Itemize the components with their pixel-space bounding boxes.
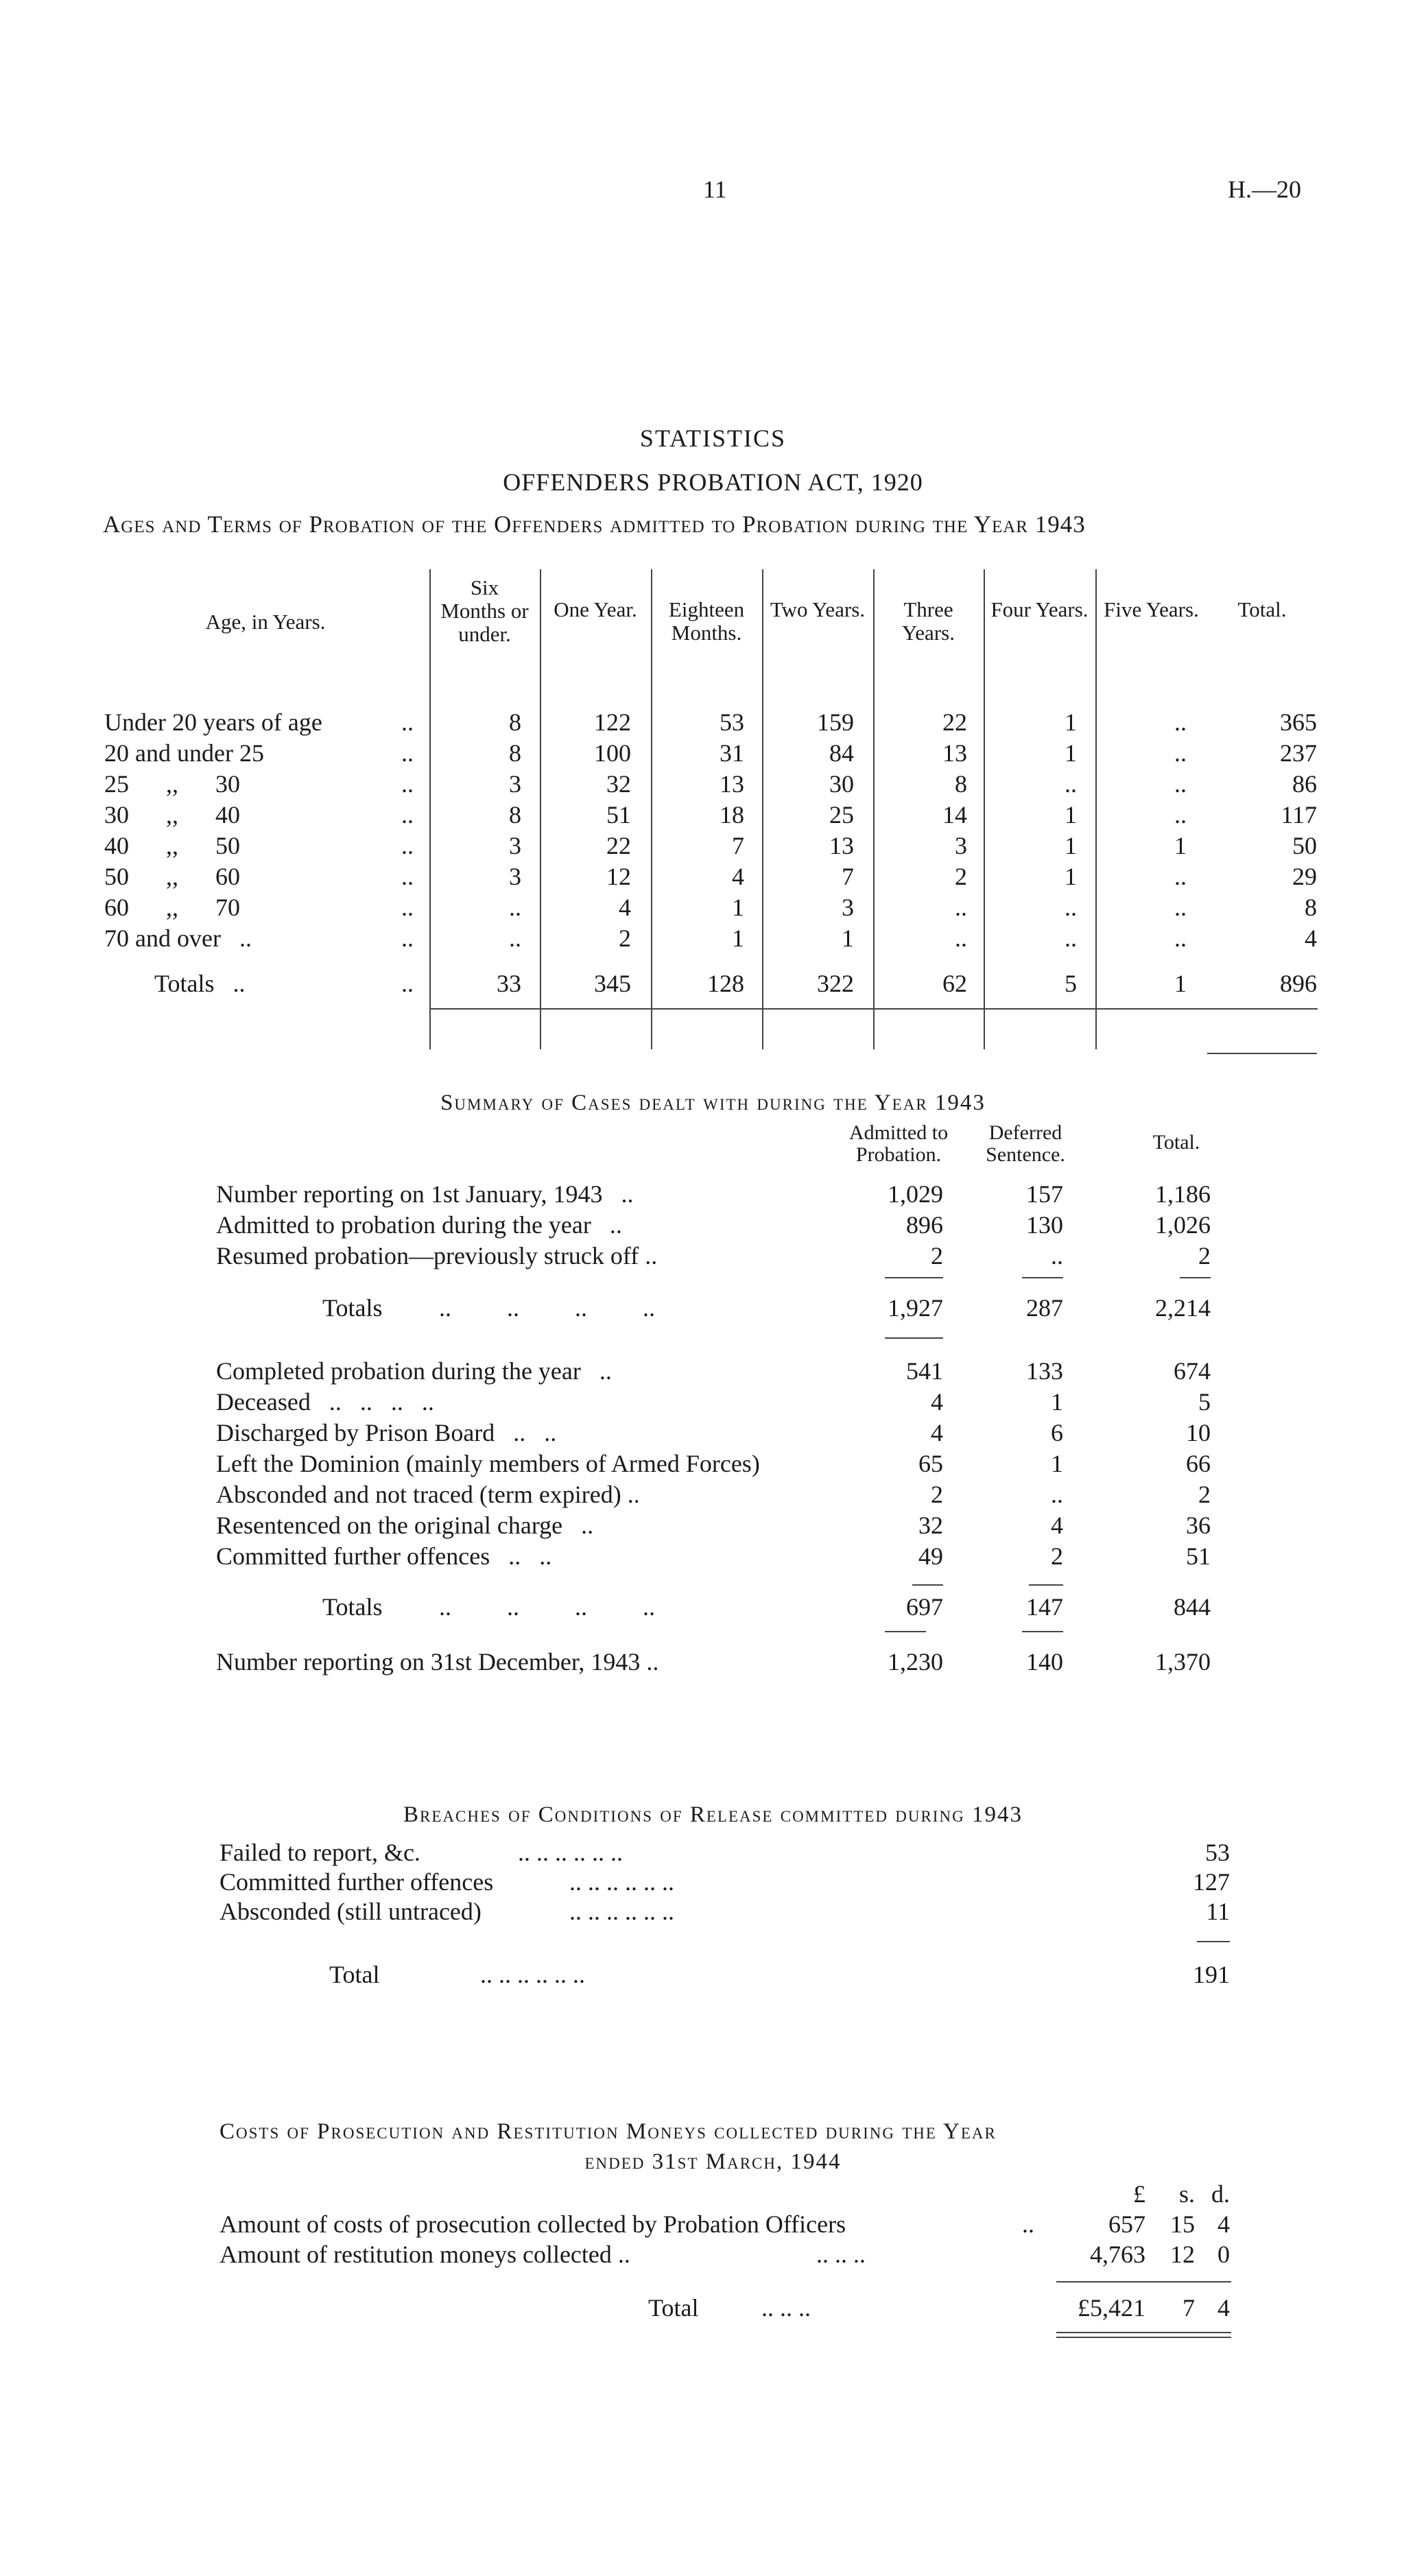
cell-value: 2 — [1198, 1242, 1211, 1269]
costs-title: Costs of Prosecution and Restitution Moneys collected during the Year — [219, 2119, 997, 2144]
currency-header: s. — [1178, 2180, 1195, 2208]
cell-value: 1 — [842, 925, 854, 952]
cell-value: .. — [1065, 925, 1077, 952]
column-header: Admitted to Probation. — [848, 1121, 949, 1166]
cell-value: 127 — [1193, 1868, 1230, 1896]
cell-value: .. — [1174, 770, 1187, 798]
row-label: 70 and over .. — [104, 925, 252, 952]
cell-value: 8 — [509, 801, 521, 828]
cell-value: 51 — [1186, 1542, 1211, 1570]
dot-leader: .. — [401, 801, 414, 828]
rule — [912, 1584, 943, 1586]
row-label: Under 20 years of age — [104, 708, 322, 736]
cell-value: 1 — [1065, 832, 1077, 859]
row-label: 40 ,, 50 — [104, 832, 240, 859]
main-title: STATISTICS — [639, 425, 787, 452]
rule — [1056, 2281, 1231, 2282]
row-label: Absconded (still untraced) — [219, 1898, 482, 1925]
dot-leader: .. — [401, 970, 414, 997]
total-value: 896 — [1280, 970, 1317, 997]
cell-value: 32 — [606, 770, 631, 798]
cell-value: 1,026 — [1155, 1211, 1211, 1239]
page-reference: H.—20 — [1228, 176, 1301, 203]
cell-value: 157 — [1026, 1180, 1063, 1208]
dot-leader: .. — [401, 708, 414, 736]
dot-leader: .. — [1022, 2210, 1034, 2238]
cell-value: 1 — [1065, 708, 1077, 736]
row-label: Amount of costs of prosecution collected by Probation Officers — [219, 2210, 846, 2238]
cell-value: 1 — [1051, 1388, 1063, 1416]
cell-value: 6 — [1051, 1419, 1063, 1446]
cell-value: 3 — [509, 832, 521, 859]
cell-value: 100 — [594, 739, 631, 767]
cell-value: 122 — [594, 708, 631, 736]
dot-leader: .. .. .. .. .. .. — [569, 1898, 674, 1925]
column-header: Two Years. — [770, 597, 866, 621]
cell-value: 66 — [1186, 1450, 1211, 1477]
cell-value: 22 — [606, 832, 631, 859]
ages-table-title: Ages and Terms of Probation of the Offenders admitted to Probation during the Year 1943 — [103, 511, 1086, 538]
column-header: Eighteen Months. — [668, 597, 745, 645]
dot-leader: .. .. .. .. .. .. — [480, 1961, 585, 1988]
column-header: Total. — [1237, 597, 1287, 621]
cell-value: 22 — [942, 708, 967, 736]
row-label: 30 ,, 40 — [104, 801, 240, 828]
cell-value: 2 — [1051, 1542, 1063, 1570]
cell-value: 2 — [955, 863, 967, 890]
cell-value: 10 — [1186, 1419, 1211, 1446]
cell-value: 896 — [906, 1211, 943, 1239]
cell-value: 3 — [842, 894, 854, 921]
dot-leader: .. — [401, 739, 414, 767]
cell-value: 50 — [1292, 832, 1317, 859]
cell-value: 0 — [1217, 2241, 1230, 2268]
cell-value: 11 — [1206, 1898, 1230, 1925]
row-label: Left the Dominion (mainly members of Armed Forces) — [216, 1450, 760, 1477]
cell-value: 1 — [1065, 739, 1077, 767]
column-header: Total. — [1152, 1131, 1200, 1154]
dot-leader: .. .. .. .. .. .. — [518, 1839, 623, 1866]
cell-value: .. — [1065, 894, 1077, 921]
cell-value: 13 — [829, 832, 854, 859]
total-value: 2,214 — [1155, 1294, 1211, 1322]
cell-value: 29 — [1292, 863, 1317, 890]
cell-value: 53 — [720, 708, 744, 736]
cell-value: .. — [1174, 925, 1187, 952]
double-rule — [1056, 2337, 1231, 2338]
cell-value: 8 — [509, 739, 521, 767]
row-label: Number reporting on 31st December, 1943 .. — [216, 1648, 659, 1675]
row-label: 20 and under 25 — [104, 739, 264, 767]
dot-leader: .. — [401, 863, 414, 890]
row-label: 60 ,, 70 — [104, 894, 240, 921]
cell-value: .. — [1174, 863, 1187, 890]
cell-value: 1,230 — [888, 1648, 943, 1675]
total-value: 33 — [497, 970, 521, 997]
cell-value: 2 — [619, 925, 631, 952]
summary-title: Summary of Cases dealt with during the Year 1943 — [440, 1090, 986, 1115]
dot-leader: .. — [401, 894, 414, 921]
total-value: 5 — [1065, 970, 1077, 997]
costs-title-line2: ended 31st March, 1944 — [584, 2149, 842, 2174]
total-value: £5,421 — [1078, 2294, 1145, 2322]
cell-value: 53 — [1205, 1839, 1230, 1866]
cell-value: .. — [955, 925, 967, 952]
totals-rule — [429, 1008, 1318, 1010]
currency-header: d. — [1211, 2180, 1230, 2208]
row-label: Completed probation during the year .. — [216, 1357, 612, 1385]
cell-value: 8 — [955, 770, 967, 798]
column-header: Three Years. — [902, 597, 955, 645]
cell-value: 1,370 — [1155, 1648, 1211, 1675]
cell-value: .. — [509, 894, 521, 921]
cell-value: 49 — [918, 1542, 943, 1570]
column-header: Deferred Sentence. — [986, 1121, 1065, 1166]
row-label: Absconded and not traced (term expired) .. — [216, 1481, 640, 1508]
column-header: Five Years. — [1104, 597, 1199, 621]
cell-value: 1 — [732, 894, 744, 921]
rule — [885, 1277, 943, 1278]
cell-value: 4 — [1217, 2210, 1230, 2238]
cell-value: 657 — [1108, 2210, 1145, 2238]
column-divider — [540, 569, 541, 1049]
cell-value: 1,186 — [1155, 1180, 1211, 1208]
cell-value: 4 — [732, 863, 744, 890]
cell-value: 15 — [1170, 2210, 1195, 2238]
dot-leader: .. — [401, 770, 414, 798]
total-value: 191 — [1193, 1961, 1230, 1988]
cell-value: 5 — [1198, 1388, 1211, 1416]
cell-value: 8 — [1305, 894, 1317, 921]
cell-value: 3 — [509, 770, 521, 798]
cell-value: .. — [1174, 739, 1187, 767]
cell-value: .. — [955, 894, 967, 921]
cell-value: 4 — [1051, 1512, 1063, 1539]
cell-value: 32 — [918, 1512, 943, 1539]
rule — [1197, 1941, 1230, 1942]
cell-value: .. — [1065, 770, 1077, 798]
cell-value: 1 — [732, 925, 744, 952]
totals-label: Totals — [322, 1593, 383, 1621]
cell-value: 65 — [918, 1450, 943, 1477]
cell-value: 86 — [1292, 770, 1317, 798]
row-label: Discharged by Prison Board .. .. — [216, 1419, 557, 1446]
row-label: Deceased .. .. .. .. — [216, 1388, 434, 1416]
cell-value: 159 — [817, 708, 854, 736]
cell-value: .. — [509, 925, 521, 952]
total-value: 62 — [942, 970, 967, 997]
rule — [1022, 1277, 1063, 1278]
cell-value: 4 — [619, 894, 631, 921]
total-value: 697 — [906, 1593, 943, 1621]
cell-value: 31 — [720, 739, 744, 767]
rule — [885, 1631, 926, 1632]
cell-value: 1 — [1174, 832, 1187, 859]
row-label: Failed to report, &c. — [219, 1839, 420, 1866]
cell-value: 8 — [509, 708, 521, 736]
total-value: 4 — [1217, 2294, 1230, 2322]
cell-value: 674 — [1174, 1357, 1211, 1385]
cell-value: 117 — [1281, 801, 1317, 828]
cell-value: 30 — [829, 770, 854, 798]
cell-value: 4 — [931, 1419, 943, 1446]
cell-value: 1 — [1051, 1450, 1063, 1477]
cell-value: 2 — [931, 1242, 943, 1269]
totals-label: Totals — [322, 1294, 383, 1322]
cell-value: 1 — [1065, 801, 1077, 828]
cell-value: 4 — [1305, 925, 1317, 952]
column-divider — [984, 569, 985, 1049]
total-value: 322 — [817, 970, 854, 997]
cell-value: 13 — [942, 739, 967, 767]
cell-value: .. — [1051, 1481, 1063, 1508]
cell-value: 133 — [1026, 1357, 1063, 1385]
row-label: 50 ,, 60 — [104, 863, 240, 890]
row-label: 25 ,, 30 — [104, 770, 240, 798]
bottom-rule — [1207, 1053, 1317, 1054]
act-title: OFFENDERS PROBATION ACT, 1920 — [503, 468, 923, 496]
dot-leader: .. .. .. — [816, 2241, 866, 2268]
row-label: Admitted to probation during the year .. — [216, 1211, 622, 1239]
dot-leader: .. — [401, 832, 414, 859]
dot-leader: .. .. .. — [761, 2294, 811, 2322]
cell-value: 1 — [1065, 863, 1077, 890]
cell-value: 237 — [1280, 739, 1317, 767]
cell-value: 2 — [1198, 1481, 1211, 1508]
cell-value: 7 — [842, 863, 854, 890]
cell-value: 4,763 — [1090, 2241, 1145, 2268]
total-value: 1 — [1174, 970, 1187, 997]
cell-value: 3 — [955, 832, 967, 859]
rule — [1022, 1631, 1063, 1632]
cell-value: 7 — [732, 832, 744, 859]
cell-value: .. — [1051, 1242, 1063, 1269]
cell-value: 1,029 — [888, 1180, 943, 1208]
column-header: One Year. — [554, 597, 637, 621]
cell-value: 140 — [1026, 1648, 1063, 1675]
total-value: 287 — [1026, 1294, 1063, 1322]
cell-value: 3 — [509, 863, 521, 890]
cell-value: 365 — [1280, 708, 1317, 736]
rule — [1180, 1277, 1211, 1278]
row-label: Resumed probation—previously struck off .. — [216, 1242, 658, 1269]
row-label: Committed further offences .. .. — [216, 1542, 552, 1570]
cell-value: .. — [1174, 801, 1187, 828]
currency-header: £ — [1133, 2180, 1145, 2208]
total-value: 1,927 — [888, 1294, 943, 1322]
cell-value: 36 — [1186, 1512, 1211, 1539]
cell-value: 13 — [720, 770, 744, 798]
cell-value: 12 — [1170, 2241, 1195, 2268]
column-header: Four Years. — [990, 597, 1089, 621]
total-value: 844 — [1174, 1593, 1211, 1621]
dot-leader: .. .. .. .. — [439, 1294, 655, 1322]
totals-label: Total — [329, 1961, 380, 1988]
cell-value: 84 — [829, 739, 854, 767]
row-label: Amount of restitution moneys collected .. — [219, 2241, 630, 2268]
cell-value: 130 — [1026, 1211, 1063, 1239]
column-header: Age, in Years. — [205, 610, 326, 634]
column-divider — [762, 569, 763, 1049]
cell-value: 18 — [720, 801, 744, 828]
dot-leader: .. .. .. .. — [439, 1593, 655, 1621]
total-value: 128 — [707, 970, 744, 997]
rule — [1029, 1584, 1063, 1586]
cell-value: 51 — [606, 801, 631, 828]
row-label: Committed further offences — [219, 1868, 494, 1896]
cell-value: 2 — [931, 1481, 943, 1508]
dot-leader: .. .. .. .. .. .. — [569, 1868, 674, 1896]
double-rule — [1056, 2332, 1231, 2333]
page-number: 11 — [703, 176, 727, 203]
column-header: Six Months or under. — [440, 575, 529, 646]
cell-value: 12 — [606, 863, 631, 890]
total-value: 147 — [1026, 1593, 1063, 1621]
total-value: 7 — [1183, 2294, 1195, 2322]
cell-value: .. — [1174, 894, 1187, 921]
breaches-title: Breaches of Conditions of Release committed during 1943 — [403, 1802, 1023, 1827]
column-divider — [1095, 569, 1097, 1049]
row-label: Number reporting on 1st January, 1943 .. — [216, 1180, 634, 1208]
totals-label: Totals .. — [154, 970, 246, 997]
dot-leader: .. — [401, 925, 414, 952]
cell-value: 14 — [942, 801, 967, 828]
rule — [885, 1337, 943, 1339]
cell-value: .. — [1174, 708, 1187, 736]
cell-value: 541 — [906, 1357, 943, 1385]
cell-value: 4 — [931, 1388, 943, 1416]
total-value: 345 — [594, 970, 631, 997]
totals-label: Total — [648, 2294, 699, 2322]
cell-value: 25 — [829, 801, 854, 828]
row-label: Resentenced on the original charge .. — [216, 1512, 594, 1539]
